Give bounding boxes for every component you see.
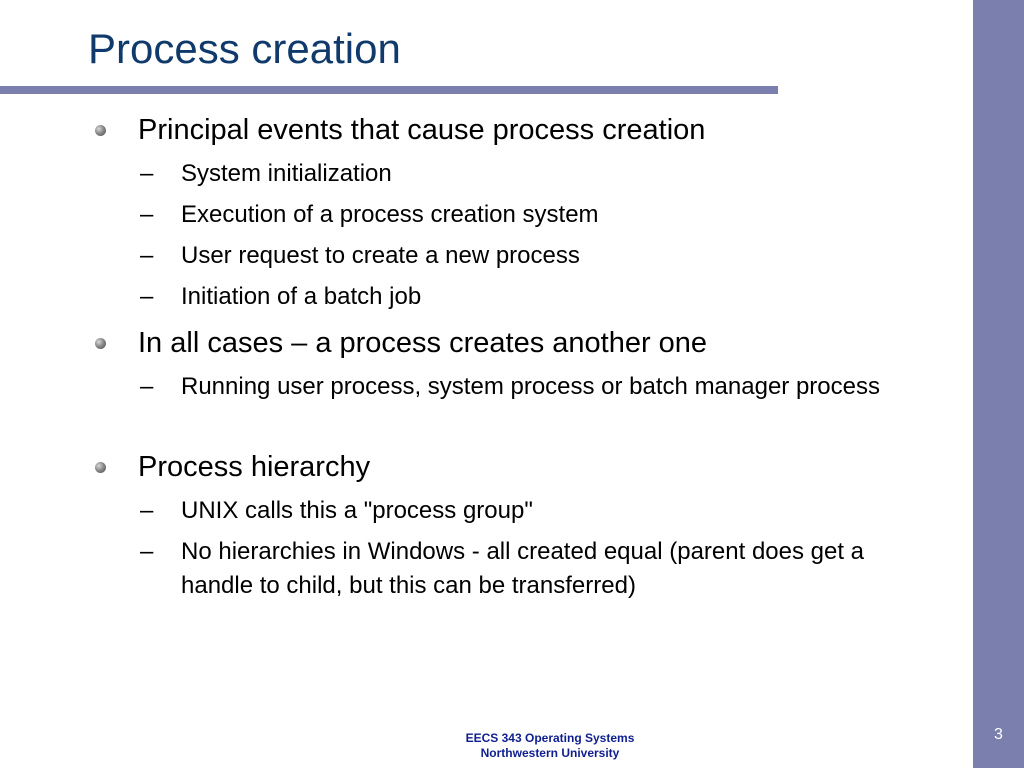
right-accent-band <box>973 0 1024 768</box>
sub-bullet-dash: – <box>140 283 154 310</box>
bullet-icon <box>95 462 106 473</box>
sub-bullet-execution: Execution of a process creation system <box>181 201 599 228</box>
sub-bullet-dash: – <box>140 160 154 187</box>
sub-bullet-dash: – <box>140 538 154 565</box>
slide-footer <box>400 731 700 761</box>
sub-bullet-dash: – <box>140 242 154 269</box>
bullet-process-hierarchy: Process hierarchy <box>138 451 371 483</box>
sub-bullet-dash: – <box>140 373 154 400</box>
bullet-icon <box>95 338 106 349</box>
sub-bullet-unix-process-group: UNIX calls this a "process group" <box>181 497 533 524</box>
sub-bullet-user-request: User request to create a new process <box>181 242 580 269</box>
sub-bullet-windows-no-hierarchies: No hierarchies in Windows - all created equal (parent does get a handle to child, but this can be transferred) <box>181 538 865 599</box>
sub-bullet-batch-job: Initiation of a batch job <box>181 283 422 310</box>
sub-bullet-system-initialization: System initialization <box>181 160 392 187</box>
footer-university: Northwestern University <box>480 746 620 760</box>
sub-bullet-dash: – <box>140 497 154 524</box>
bullet-all-cases: In all cases – a process creates another one <box>138 327 708 359</box>
page-number: 3 <box>994 726 1003 743</box>
bullet-icon <box>95 125 106 136</box>
sub-bullet-dash: – <box>140 201 154 228</box>
sub-bullet-running-user-process: Running user process, system process or batch manager process <box>181 373 880 400</box>
bullet-principal-events: Principal events that cause process creation <box>138 114 706 146</box>
title-underline-rule <box>0 86 778 94</box>
slide-title: Process creation <box>88 25 401 72</box>
footer-course: EECS 343 Operating Systems <box>465 731 635 745</box>
